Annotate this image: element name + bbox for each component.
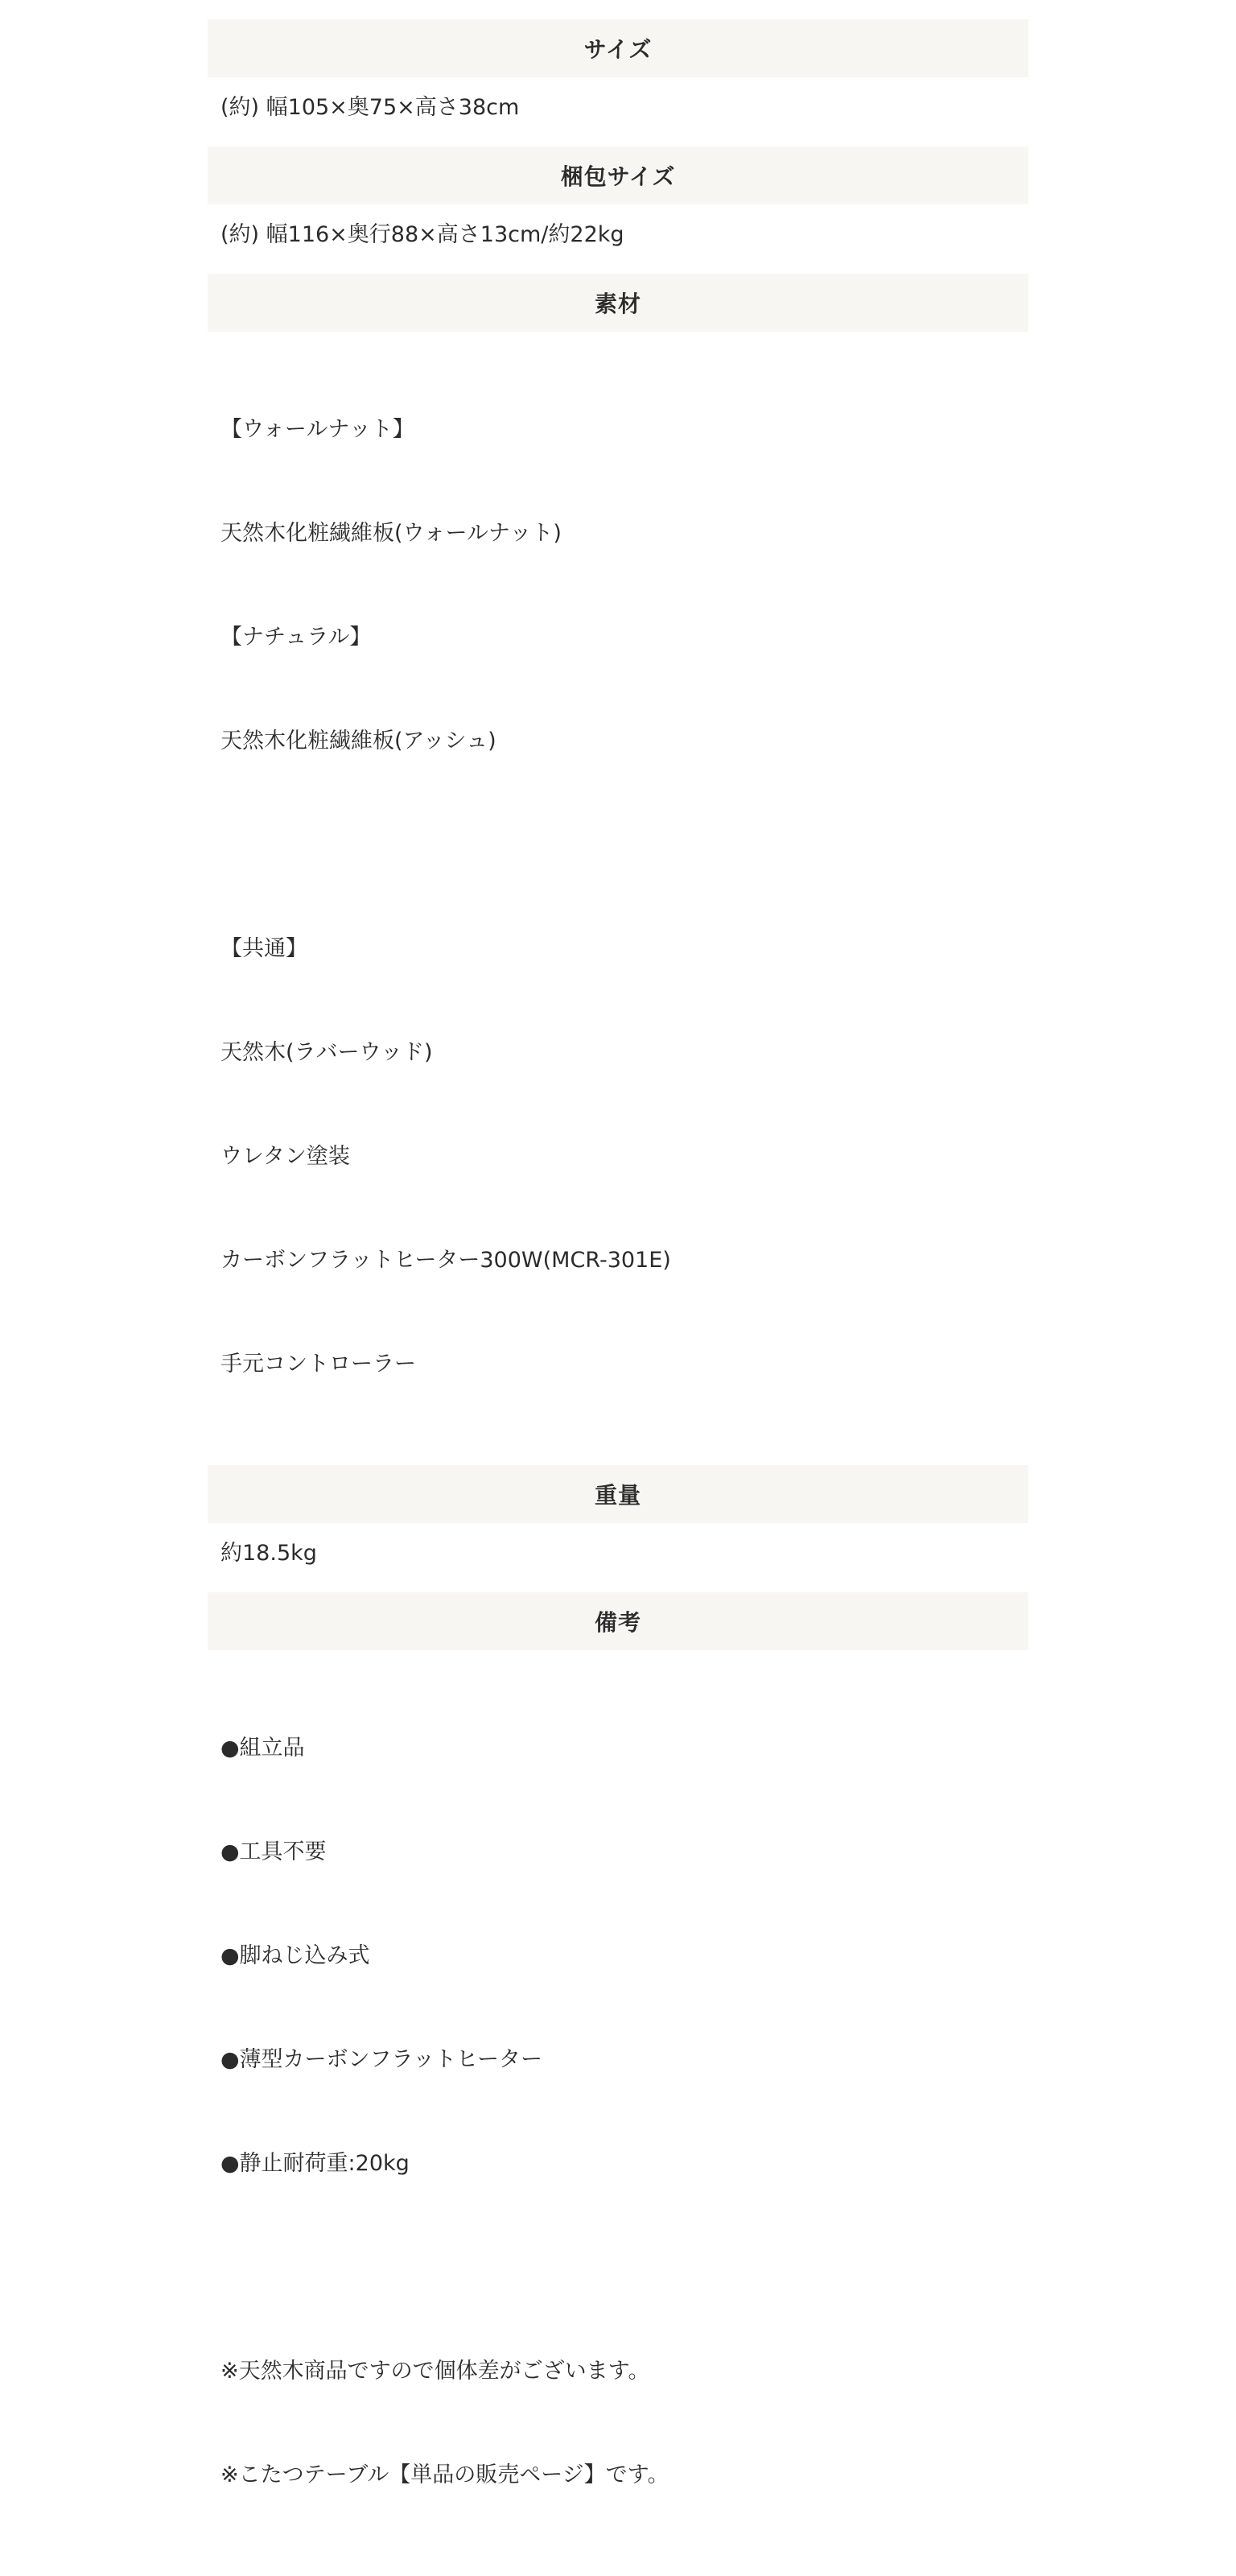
notes-header: 備考 <box>208 1592 1028 1650</box>
material-line: 天然木化粧繊維板(アッシュ) <box>220 729 496 753</box>
weight-value: 約18.5kg <box>220 1541 317 1566</box>
size-header: サイズ <box>208 19 1028 77</box>
material-header: 素材 <box>208 274 1028 332</box>
notes-line: ●組立品 <box>220 1736 305 1761</box>
notes-line: ●薄型カーボンフラットヒーター <box>220 2047 542 2072</box>
material-value <box>208 332 1028 1465</box>
material-line: 【ウォールナット】 <box>220 417 414 442</box>
notes-line: ●工具不要 <box>220 1839 327 1864</box>
material-line: カーボンフラットヒーター300W(MCR-301E) <box>220 1248 671 1273</box>
material-line: 【ナチュラル】 <box>220 625 372 650</box>
material-line: 手元コントローラー <box>220 1352 416 1377</box>
material-line <box>220 828 1028 862</box>
material-line: 【共通】 <box>220 936 307 961</box>
notes-line: ●脚ねじ込み式 <box>220 1943 370 1968</box>
size-value: (約) 幅105×奥75×高さ38cm <box>220 95 520 120</box>
notes-line: ※天然木商品ですので個体差がございます。 <box>220 2359 650 2384</box>
weight-header: 重量 <box>208 1465 1028 1523</box>
notes-line: ※こたつテーブル【単品の販売ページ】です。 <box>220 2462 670 2487</box>
notes-value <box>208 1650 1028 2576</box>
spec-table <box>208 19 1028 2576</box>
package-size-value: (約) 幅116×奥行88×高さ13cm/約22kg <box>220 222 624 247</box>
material-line: 天然木(ラバーウッド) <box>220 1040 433 1065</box>
material-line: 天然木化粧繊維板(ウォールナット) <box>220 521 562 546</box>
notes-line: ●静止耐荷重:20kg <box>220 2151 410 2176</box>
package-size-header: 梱包サイズ <box>208 147 1028 204</box>
notes-line <box>220 2250 1028 2285</box>
material-line: ウレタン塗装 <box>220 1144 350 1169</box>
